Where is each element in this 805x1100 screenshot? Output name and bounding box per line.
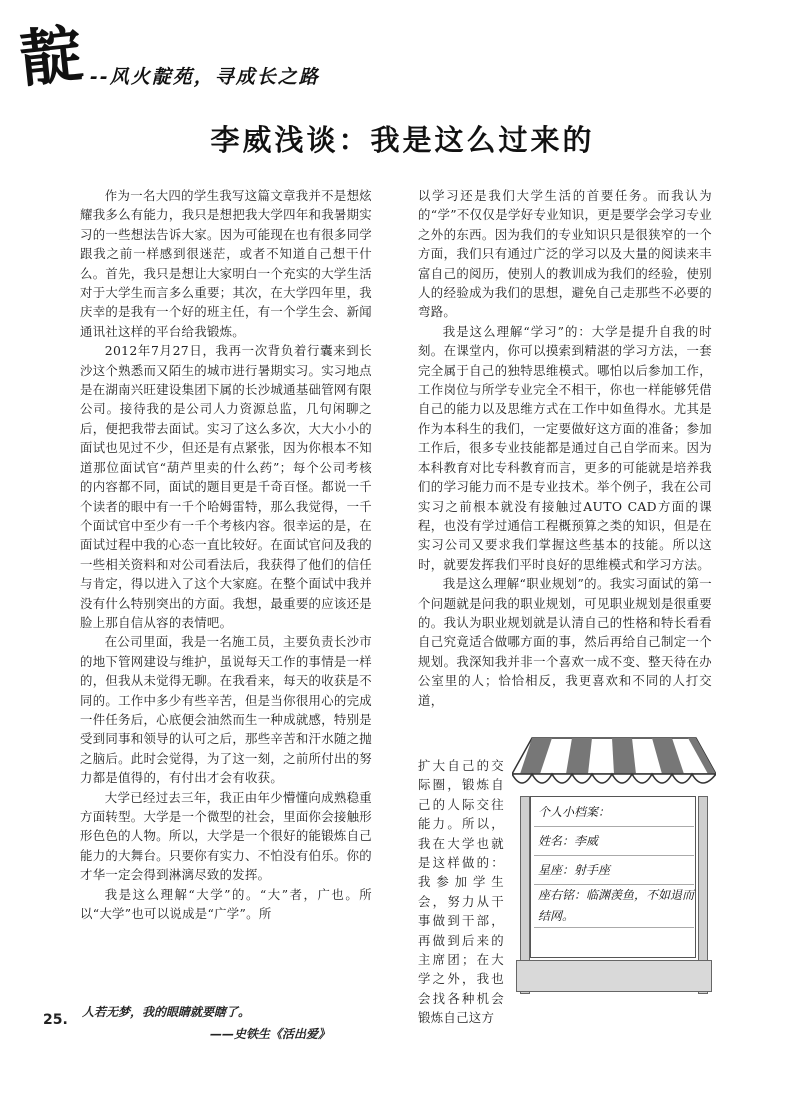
paragraph: 作为一名大四的学生我写这篇文章我并不是想炫耀我多么有能力，我只是想把我大学四年和我暑期实习的一些想法告诉大家。因为可能现在也有很多同学跟我之前一样感到很迷茫，或者不知道自己想干什么。首先，我只是想让大家明白一个充实的大学生活对于大学生而言多么重要；其次，在大学四年里，我庆幸的是我有一个好的班主任，有一个学生会、新闻通讯社这样的平台给我锻炼。	[80, 188, 372, 339]
footer-quote: 人若无梦，我的眼睛就要瞎了。	[82, 1005, 251, 1019]
section-slogan: --风火靛苑，寻成长之路	[90, 66, 320, 88]
paragraph: 扩大自己的交际圈，锻炼自己的人际交往能力。所以，我在大学也就是这样做的：我参加学生会，努力从干事做到干部，再做到后来的主席团；在大学之外，我也会找各种机会锻炼自己这方	[418, 758, 504, 1026]
paragraph: 大学已经过去三年，我正由年少懵懂向成熟稳重方面转型。大学是一个微型的社会，里面你会接触形形色色的人物。所以，大学是一个很好的能锻炼自己能力的大舞台。只要你有实力、不怕没有伯乐。你的才华一定会得到淋漓尽致的发挥。	[80, 789, 372, 883]
article-column-right	[418, 186, 712, 710]
profile-sign: 星座：射手座	[534, 856, 694, 885]
paragraph: 我是这么理解“大学”的。“大”者，广也。所以“大学”也可以说成是“广学”。所	[80, 886, 372, 922]
section-header	[16, 16, 440, 102]
paragraph: 我是这么理解“职业规划”的。我实习面试的第一个问题就是问我的职业规划，可见职业规划是很重要的。我认为职业规划就是认清自己的性格和特长看看自己究竟适合做哪方面的事，然后再给自己制定一个规划。我深知我并非一个喜欢一成不变、整天待在办公室里的人；恰恰相反，我更喜欢和不同的人打交道，	[418, 576, 712, 708]
profile-name: 姓名：李威	[534, 827, 694, 856]
shop-counter	[516, 960, 712, 992]
footer-quote-source: ——史铁生《活出爱》	[210, 1027, 331, 1041]
awning-illustration	[512, 734, 716, 796]
page-number: 25.	[43, 1012, 68, 1028]
profile-card	[534, 798, 694, 928]
profile-shop-illustration	[512, 734, 716, 994]
profile-heading: 个人小档案：	[534, 798, 694, 827]
article-title: 李威浅谈：我是这么过来的	[210, 123, 595, 157]
profile-motto: 座右铭：临渊羡鱼，不如退而结网。	[534, 885, 694, 928]
paragraph: 2012年7月27日，我再一次背负着行囊来到长沙这个熟悉而又陌生的城市进行暑期实习。实习地点是在湖南兴旺建设集团下属的长沙城通基础管网有限公司。接待我的是公司人力资源总监，几句闲聊之后，便把我带去面试。实习了这么多次，大大小小的面试也见过不少，但还是有点紧张，因为你根本不知道那位面试官“葫芦里卖的什么药”；每个公司考核的内容都不同，面试的题目更是千奇百怪。都说一千个读者的眼中有一千个哈姆雷特，那么我觉得，一千个面试官中至少有一千个考核内容。很幸运的是，在面试过程中我的心态一直比较好。在面试官问及我的一些相关资料和对公司看法后，我获得了他们的信任与肯定，得以进入了这个大家庭。在整个面试中我并没有什么特别突出的方面。我想，最重要的应该还是脸上那自信从容的表情吧。	[80, 343, 372, 630]
section-logo-char: 靛	[16, 16, 86, 97]
article-column-narrow	[418, 756, 504, 1028]
paragraph: 我是这么理解“学习”的：大学是提升自我的时刻。在课堂内，你可以摸索到精湛的学习方法，一套完全属于自己的独特思维模式。哪怕以后参加工作，工作岗位与所学专业完全不相干，你也一样能够凭借自己的能力以及思维方式在工作中如鱼得水。尤其是作为本科生的我们，一定要做好这方面的准备；参加工作后，很多专业技能都是通过自己自学而来。因为本科教育对比专科教育而言，更多的可能就是培养我们的学习能力而不是专业技术。举个例子，我在公司实习之前根本就没有接触过AUTO CAD方面的课程，也没有学过通信工程概预算之类的知识，但是在实习公司又要求我们掌握这些基本的技能。所以这时，就要发挥我们平时良好的思维模式和学习方法。	[418, 323, 712, 572]
paragraph: 以学习还是我们大学生活的首要任务。而我认为的“学”不仅仅是学好专业知识，更是要学会学习专业之外的东西。因为我们的专业知识只是很狭窄的一个方面，我们只有通过广泛的学习以及大量的阅读来丰富自己的阅历，使别人的教训成为我们的经验，使别人的经验成为我们的思想，避免自己走那些不必要的弯路。	[418, 188, 712, 320]
paragraph: 在公司里面，我是一名施工员，主要负责长沙市的地下管网建设与维护，虽说每天工作的事情是一样的，但我从未觉得无聊。在我看来，每天的收获是不同的。工作中多少有些辛苦，但是当你很用心的完成一件任务后，心底便会油然而生一种成就感，特别是受到同事和领导的认可之后，那些辛苦和汗水随之抛之脑后。此时会觉得，为了这一刻，之前所付出的努力都是值得的，有付出才会有收获。	[80, 634, 372, 786]
article-column-left	[80, 186, 372, 923]
